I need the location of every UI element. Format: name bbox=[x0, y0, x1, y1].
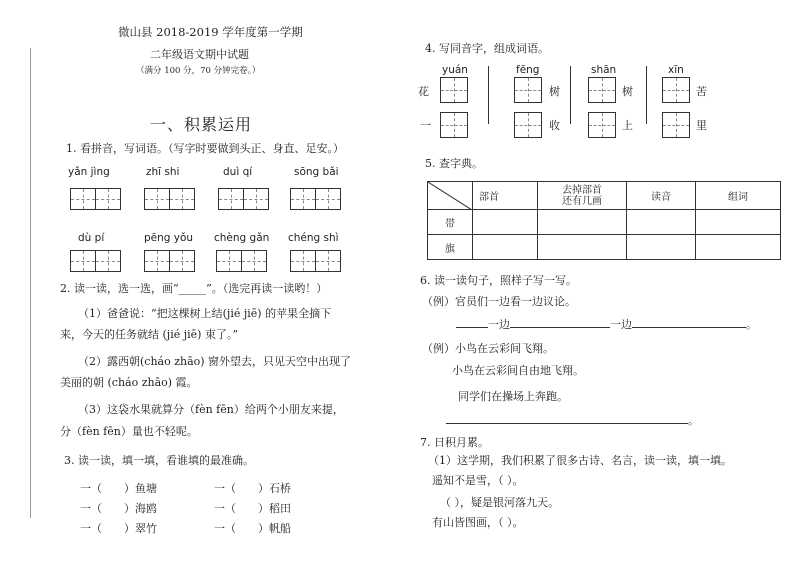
answer-cell[interactable] bbox=[473, 210, 538, 235]
q6-prompt: 6. 读一读句子，照样子写一写。 bbox=[420, 274, 577, 287]
answer-cell[interactable] bbox=[696, 235, 781, 260]
group-divider bbox=[488, 66, 489, 124]
writing-grid[interactable] bbox=[218, 188, 267, 210]
q6-task-sentence: 同学们在操场上奔跑。 bbox=[458, 390, 568, 403]
q2-prompt: 2. 读一读，选一选，画“_____”。（选完再读一读哟！） bbox=[60, 282, 328, 295]
answer-cell[interactable] bbox=[696, 210, 781, 235]
row-char: 旗 bbox=[428, 235, 473, 260]
writing-grid[interactable] bbox=[144, 188, 193, 210]
q2-para3-line2: 分（fèn fēn）量也不轻呢。 bbox=[60, 425, 198, 438]
writing-box[interactable] bbox=[440, 112, 468, 138]
given-char: 苦 bbox=[696, 85, 707, 98]
section-title: 一、积累运用 bbox=[150, 115, 253, 134]
writing-box[interactable] bbox=[514, 77, 542, 103]
header-strokes: 去掉部首 还有几画 bbox=[538, 182, 627, 210]
answer-cell[interactable] bbox=[627, 210, 696, 235]
group-divider bbox=[646, 66, 647, 124]
pinyin-label: xīn bbox=[668, 64, 684, 76]
answer-cell[interactable] bbox=[538, 235, 627, 260]
q6-answer-line[interactable]: 。 bbox=[446, 412, 699, 428]
writing-grid[interactable] bbox=[290, 188, 339, 210]
writing-box[interactable] bbox=[440, 77, 468, 103]
pinyin-label: dù pí bbox=[78, 232, 105, 244]
measure-word-item[interactable]: 一（ ）鱼塘 bbox=[80, 482, 157, 495]
writing-box[interactable] bbox=[588, 77, 616, 103]
writing-box[interactable] bbox=[662, 77, 690, 103]
header-reading: 读音 bbox=[627, 182, 696, 210]
writing-grid[interactable] bbox=[290, 250, 339, 272]
answer-cell[interactable] bbox=[538, 210, 627, 235]
pinyin-label: duì qí bbox=[223, 166, 253, 178]
writing-box[interactable] bbox=[588, 112, 616, 138]
school-term-title: 微山县 2018-2019 学年度第一学期 bbox=[118, 25, 303, 39]
writing-grid[interactable] bbox=[70, 188, 119, 210]
exam-name: 二年级语文期中试题 bbox=[150, 48, 249, 61]
row-char: 带 bbox=[428, 210, 473, 235]
q2-para2-line1: （2）露西朝(cháo zhāo) 窗外望去，只见天空中出现了 bbox=[78, 355, 352, 368]
measure-word-item[interactable]: 一（ ）石桥 bbox=[214, 482, 291, 495]
poem-line-1[interactable]: 遥知不是雪，（ ）。 bbox=[432, 474, 524, 487]
given-char: 一 bbox=[420, 119, 431, 132]
q6-fill-line[interactable]: 一边 一边 。 bbox=[456, 316, 757, 332]
measure-word-item[interactable]: 一（ ）稻田 bbox=[214, 502, 291, 515]
given-char: 里 bbox=[696, 119, 707, 132]
pinyin-label: chéng shì bbox=[288, 232, 339, 244]
header-word: 组词 bbox=[696, 182, 781, 210]
pinyin-label: yǎn jìng bbox=[68, 166, 110, 178]
measure-word-item[interactable]: 一（ ）海鸥 bbox=[80, 502, 157, 515]
q1-prompt: 1. 看拼音，写词语。（写字时要做到头正、身直、足安。） bbox=[66, 142, 344, 155]
writing-grid[interactable] bbox=[216, 250, 265, 272]
writing-grid[interactable] bbox=[70, 250, 119, 272]
q2-para3-line1: （3）这袋水果就算分（fèn fēn）给两个小朋友来提， bbox=[78, 403, 344, 416]
group-divider bbox=[570, 66, 571, 124]
pinyin-label: pēng yǒu bbox=[144, 232, 194, 244]
q7-intro: （1）这学期，我们积累了很多古诗、名言，读一读，填一填。 bbox=[428, 454, 732, 467]
exam-note: （满分 100 分，70 分钟完卷。） bbox=[136, 66, 261, 76]
dictionary-table bbox=[427, 181, 781, 260]
answer-cell[interactable] bbox=[473, 235, 538, 260]
q3-prompt: 3. 读一读，填一填，看谁填的最准确。 bbox=[64, 454, 254, 467]
q5-prompt: 5. 查字典。 bbox=[425, 157, 483, 170]
q2-para1-line1: （1）爸爸说：“把这棵树上结(jié jiē) 的苹果全摘下 bbox=[78, 307, 332, 320]
fill-word: 一边 bbox=[610, 318, 632, 331]
pinyin-label: sōng bǎi bbox=[294, 166, 339, 178]
table-corner bbox=[428, 182, 473, 210]
q6-example2-expanded: 小鸟在云彩间自由地飞翔。 bbox=[452, 364, 584, 377]
pinyin-label: zhī shi bbox=[146, 166, 180, 178]
writing-box[interactable] bbox=[662, 112, 690, 138]
writing-box[interactable] bbox=[514, 112, 542, 138]
pinyin-label: fēng bbox=[516, 64, 540, 76]
q7-prompt: 7. 日积月累。 bbox=[420, 436, 489, 449]
pinyin-label: chèng gǎn bbox=[214, 232, 270, 244]
pinyin-label: shān bbox=[591, 64, 617, 76]
header-radical: 部首 bbox=[473, 182, 538, 210]
given-char: 树 bbox=[622, 85, 633, 98]
q2-para2-line2: 美丽的朝 (cháo zhāo) 霞。 bbox=[60, 376, 198, 389]
answer-cell[interactable] bbox=[627, 235, 696, 260]
poem-line-3[interactable]: 有山皆图画，（ ）。 bbox=[432, 516, 524, 529]
given-char: 上 bbox=[622, 119, 633, 132]
q6-example1: （例）官员们一边看一边议论。 bbox=[422, 295, 576, 308]
measure-word-item[interactable]: 一（ ）翠竹 bbox=[80, 522, 157, 535]
pinyin-label: yuán bbox=[442, 64, 468, 76]
q2-para1-line2: 来，今天的任务就结 (jié jiē) 束了。” bbox=[60, 328, 239, 341]
poem-line-2[interactable]: （ ），疑是银河落九天。 bbox=[440, 496, 559, 509]
given-char: 花 bbox=[418, 85, 429, 98]
given-char: 收 bbox=[549, 119, 560, 132]
q6-example2: （例）小鸟在云彩间飞翔。 bbox=[422, 342, 554, 355]
given-char: 树 bbox=[549, 85, 560, 98]
writing-grid[interactable] bbox=[144, 250, 193, 272]
fill-word: 一边 bbox=[488, 318, 510, 331]
margin-line bbox=[30, 48, 31, 518]
measure-word-item[interactable]: 一（ ）帆船 bbox=[214, 522, 291, 535]
q4-prompt: 4. 写同音字，组成词语。 bbox=[425, 42, 549, 55]
